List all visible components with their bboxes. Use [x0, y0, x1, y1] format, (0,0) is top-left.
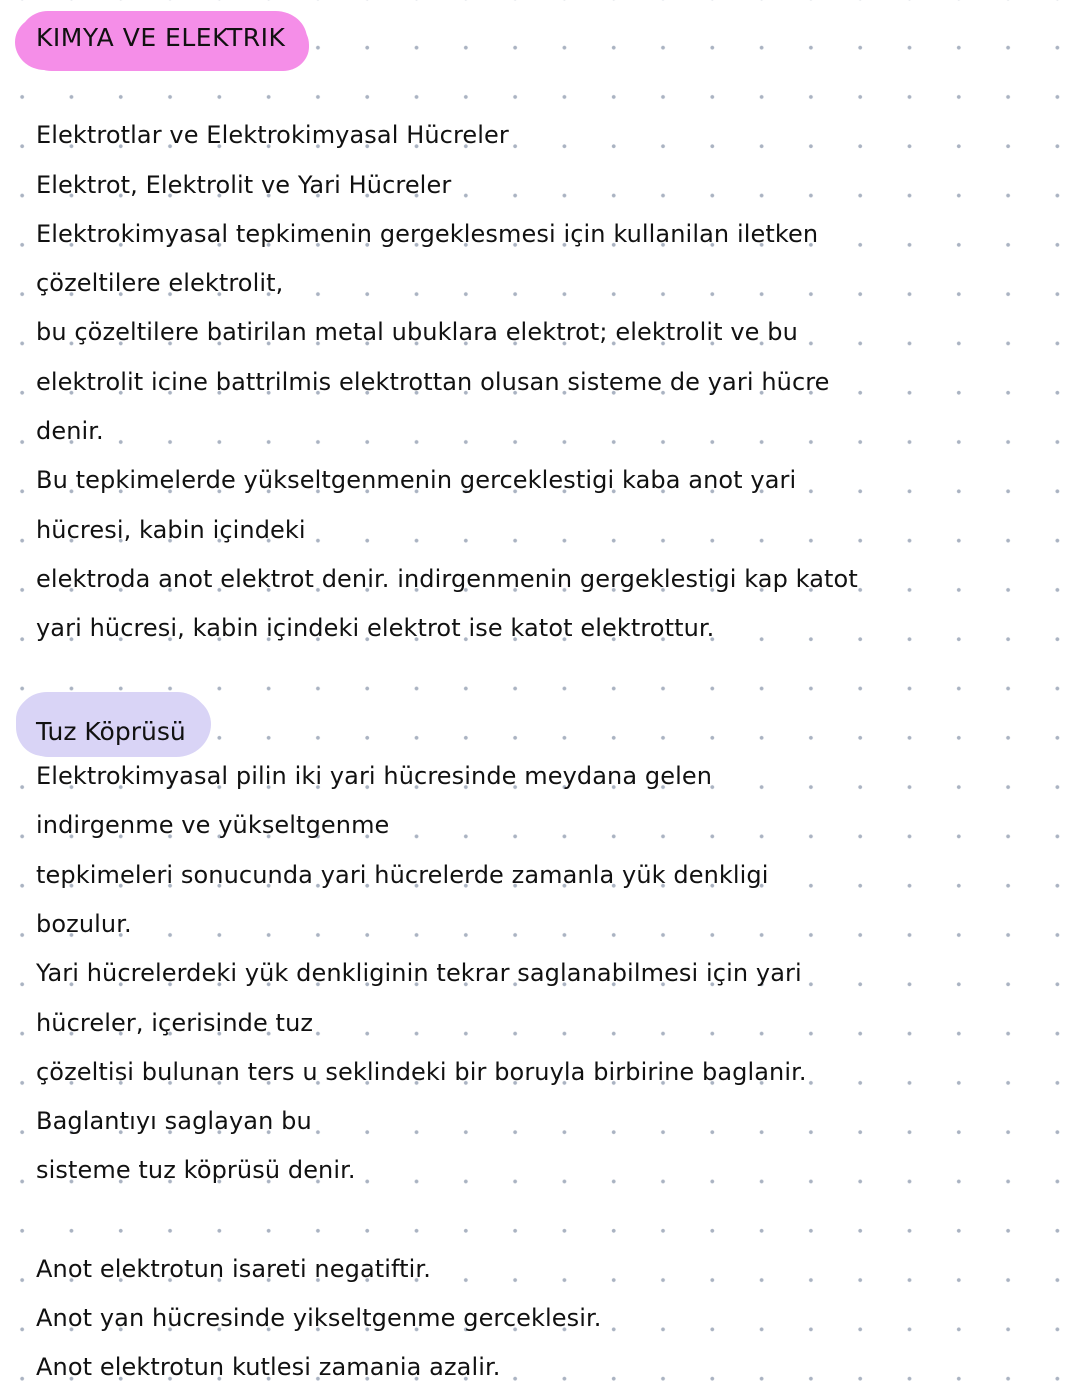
section-heading: Tuz Köprüsü [36, 716, 186, 746]
text-line: Elektrokimyasal pilin iki yari hücresinde meydana gelen [36, 762, 713, 790]
text-line: Elektrot, Elektrolit ve Yari Hücreler [36, 171, 452, 199]
text-line: Anot elektrotun kutlesi zamania azalir. [36, 1353, 501, 1381]
text-line: elektroda anot elektrot denir. indirgenmenin gergeklestigi kap katot [36, 565, 858, 593]
text-line: indirgenme ve yükseltgenme [36, 811, 390, 839]
text-line: sisteme tuz köprüsü denir. [36, 1156, 356, 1184]
text-line: bu çözeltilere batirilan metal ubuklara elektrot; elektrolit ve bu [36, 318, 798, 346]
text-line: hücresi, kabin içindeki [36, 516, 306, 544]
text-line: Baglantıyı saglayan bu [36, 1107, 312, 1135]
text-line: Yari hücrelerdeki yük denkliginin tekrar saglanabilmesi için yari [36, 959, 802, 987]
text-line: Elektrokimyasal tepkimenin gergeklesmesi için kullanilan iletken [36, 220, 819, 248]
text-line: Elektrotlar ve Elektrokimyasal Hücreler [36, 121, 509, 149]
text-line: denir. [36, 417, 104, 445]
text-line: Anot yan hücresinde yikseltgenme gerceklesir. [36, 1304, 602, 1332]
text-line: çözeltilere elektrolit, [36, 269, 284, 297]
text-line: yari hücresi, kabin içindeki elektrot ise katot elektrottur. [36, 614, 715, 642]
text-line: çözeltisi bulunan ters u seklindeki bir boruyla birbirine baglanir. [36, 1058, 807, 1086]
section-heading-highlight [18, 692, 208, 754]
text-line: tepkimeleri sonucunda yari hücrelerde zamanla yük denkligi [36, 861, 769, 889]
text-line: hücreler, içerisinde tuz [36, 1009, 314, 1037]
text-line: elektrolit icine battrilmis elektrottan olusan sisteme de yari hücre [36, 368, 830, 396]
text-line: bozulur. [36, 910, 132, 938]
text-line: Anot elektrotun isareti negatiftir. [36, 1255, 431, 1283]
text-line: Bu tepkimelerde yükseltgenmenin gerceklestigi kaba anot yari [36, 466, 797, 494]
title-highlight [18, 14, 305, 68]
page-title: KIMYA VE ELEKTRIK [36, 22, 286, 52]
